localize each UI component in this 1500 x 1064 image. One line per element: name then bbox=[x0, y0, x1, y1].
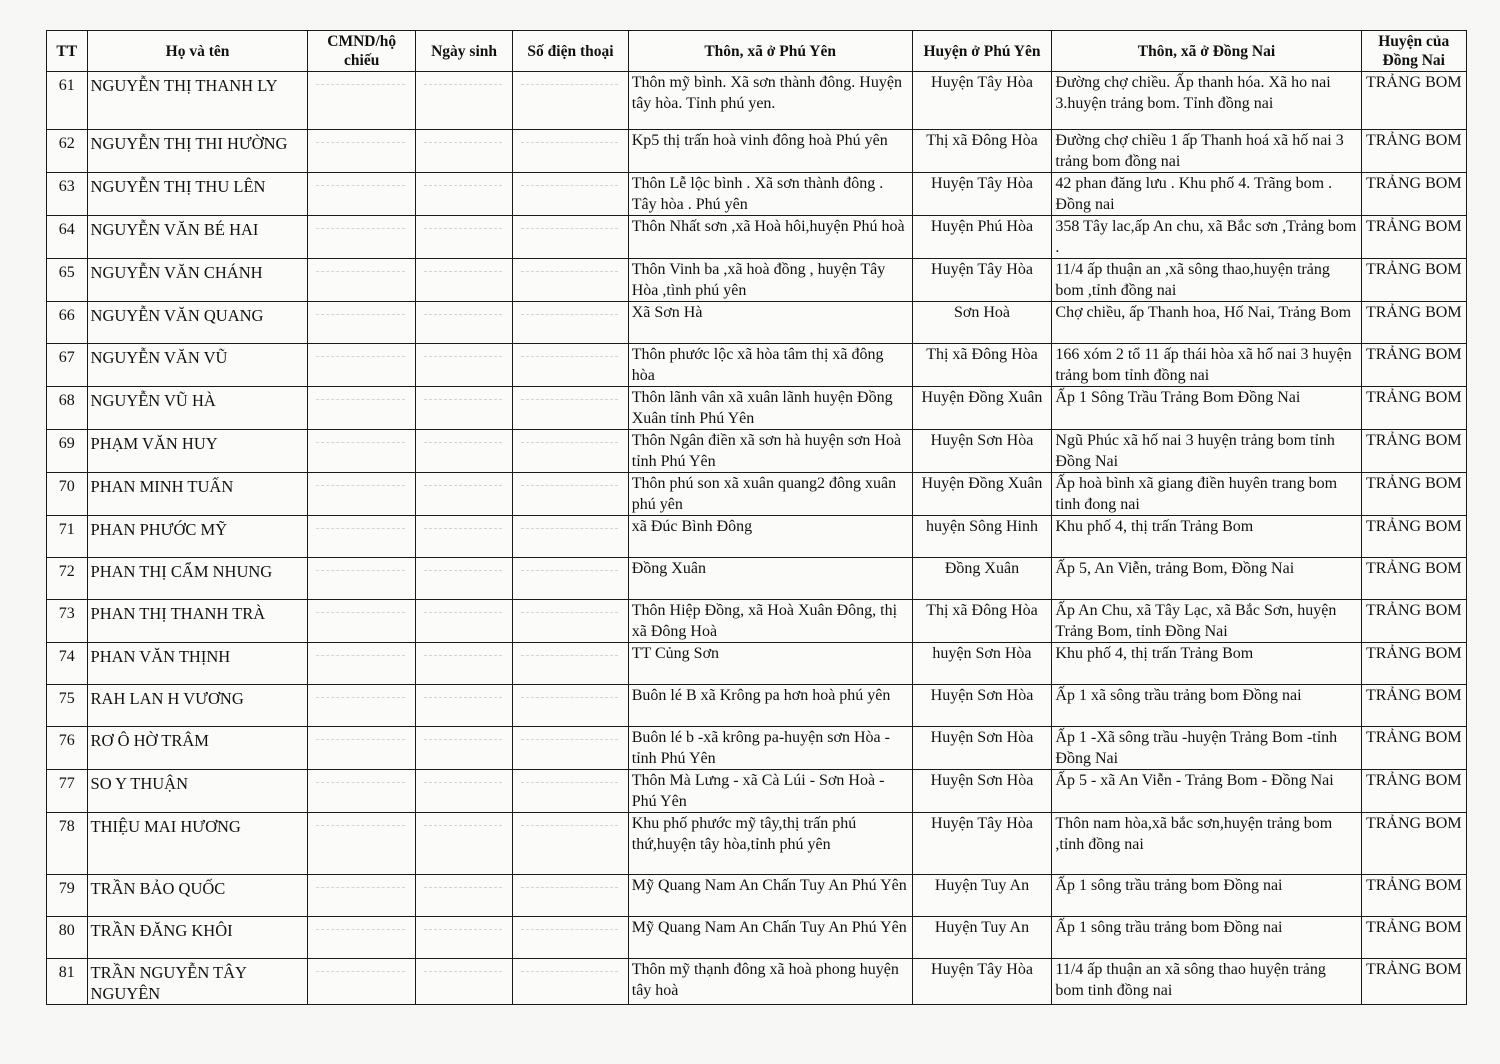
village-dong-nai: 11/4 ấp thuận an xã sông thao huyện trảng bom tinh đồng nai bbox=[1052, 959, 1361, 1005]
full-name: NGUYỄN THỊ THU LÊN bbox=[87, 173, 308, 216]
phone-cell-redacted bbox=[513, 387, 629, 430]
dob-cell-redacted bbox=[415, 813, 512, 875]
table-row bbox=[47, 643, 1467, 685]
village-phu-yen: Mỹ Quang Nam An Chấn Tuy An Phú Yên bbox=[628, 917, 912, 959]
phone-cell-redacted bbox=[513, 917, 629, 959]
header-name: Họ và tên bbox=[87, 31, 308, 72]
row-number: 64 bbox=[47, 216, 88, 259]
header-district-phu-yen: Huyện ở Phú Yên bbox=[912, 31, 1052, 72]
village-dong-nai: Ấp 5 - xã An Viễn - Trảng Bom - Đồng Nai bbox=[1052, 770, 1361, 813]
phone-cell-redacted bbox=[513, 558, 629, 600]
full-name: NGUYỄN VĂN BÉ HAI bbox=[87, 216, 308, 259]
dob-cell-redacted bbox=[415, 917, 512, 959]
row-number: 72 bbox=[47, 558, 88, 600]
district-dong-nai: TRẢNG BOM bbox=[1361, 216, 1466, 259]
id-cell-redacted bbox=[308, 473, 415, 516]
header-id: CMND/hộ chiếu bbox=[308, 31, 415, 72]
district-phu-yen: Huyện Đồng Xuân bbox=[912, 473, 1052, 516]
header-tt: TT bbox=[47, 31, 88, 72]
phone-cell-redacted bbox=[513, 643, 629, 685]
table-row bbox=[47, 173, 1467, 216]
dob-cell-redacted bbox=[415, 770, 512, 813]
dob-cell-redacted bbox=[415, 130, 512, 173]
phone-cell-redacted bbox=[513, 430, 629, 473]
full-name: PHAN THỊ CẨM NHUNG bbox=[87, 558, 308, 600]
full-name: NGUYỄN THỊ THI HƯỜNG bbox=[87, 130, 308, 173]
village-phu-yen: Thôn Hiệp Đồng, xã Hoà Xuân Đông, thị xã Đông Hoà bbox=[628, 600, 912, 643]
village-dong-nai: 42 phan đăng lưu . Khu phố 4. Trãng bom . Đồng nai bbox=[1052, 173, 1361, 216]
village-dong-nai: Ấp hoà bình xã giang điền huyên trang bom tinh đong nai bbox=[1052, 473, 1361, 516]
village-phu-yen: Mỹ Quang Nam An Chấn Tuy An Phú Yên bbox=[628, 875, 912, 917]
dob-cell-redacted bbox=[415, 259, 512, 302]
id-cell-redacted bbox=[308, 813, 415, 875]
dob-cell-redacted bbox=[415, 875, 512, 917]
village-phu-yen: Thôn lãnh vân xã xuân lãnh huyện Đồng Xuân tỉnh Phú Yên bbox=[628, 387, 912, 430]
phone-cell-redacted bbox=[513, 813, 629, 875]
table-row bbox=[47, 130, 1467, 173]
table-body bbox=[47, 72, 1467, 1005]
table-row bbox=[47, 72, 1467, 130]
phone-cell-redacted bbox=[513, 770, 629, 813]
village-dong-nai: Đường chợ chiều 1 ấp Thanh hoá xã hố nai 3 trảng bom đồng nai bbox=[1052, 130, 1361, 173]
table-row bbox=[47, 302, 1467, 344]
header-row bbox=[47, 31, 1467, 72]
district-dong-nai: TRẢNG BOM bbox=[1361, 387, 1466, 430]
full-name: NGUYỄN VĂN QUANG bbox=[87, 302, 308, 344]
district-dong-nai: TRẢNG BOM bbox=[1361, 473, 1466, 516]
district-dong-nai: TRẢNG BOM bbox=[1361, 130, 1466, 173]
dob-cell-redacted bbox=[415, 344, 512, 387]
district-phu-yen: Huyện Sơn Hòa bbox=[912, 770, 1052, 813]
table-row bbox=[47, 216, 1467, 259]
table-row bbox=[47, 917, 1467, 959]
district-dong-nai: TRẢNG BOM bbox=[1361, 173, 1466, 216]
table-row bbox=[47, 875, 1467, 917]
dob-cell-redacted bbox=[415, 302, 512, 344]
id-cell-redacted bbox=[308, 173, 415, 216]
header-dob: Ngày sinh bbox=[415, 31, 512, 72]
table-row bbox=[47, 600, 1467, 643]
full-name: TRẦN BẢO QUỐC bbox=[87, 875, 308, 917]
district-dong-nai: TRẢNG BOM bbox=[1361, 72, 1466, 130]
dob-cell-redacted bbox=[415, 72, 512, 130]
table-row bbox=[47, 959, 1467, 1005]
full-name: SO Y THUẬN bbox=[87, 770, 308, 813]
full-name: PHAN MINH TUẤN bbox=[87, 473, 308, 516]
dob-cell-redacted bbox=[415, 600, 512, 643]
village-dong-nai: Khu phố 4, thị trấn Trảng Bom bbox=[1052, 516, 1361, 558]
district-phu-yen: Huyện Phú Hòa bbox=[912, 216, 1052, 259]
village-phu-yen: Thôn Mà Lưng - xã Cà Lúi - Sơn Hoà - Phú Yên bbox=[628, 770, 912, 813]
full-name: THIỆU MAI HƯƠNG bbox=[87, 813, 308, 875]
village-phu-yen: Thôn Lễ lộc bình . Xã sơn thành đông . Tây hòa . Phú yên bbox=[628, 173, 912, 216]
village-dong-nai: Đường chợ chiều. Ấp thanh hóa. Xã ho nai 3.huyện trảng bom. Tỉnh đồng nai bbox=[1052, 72, 1361, 130]
full-name: RAH LAN H VƯƠNG bbox=[87, 685, 308, 727]
phone-cell-redacted bbox=[513, 72, 629, 130]
district-phu-yen: Huyện Tây Hòa bbox=[912, 72, 1052, 130]
district-dong-nai: TRẢNG BOM bbox=[1361, 430, 1466, 473]
full-name: PHAN VĂN THỊNH bbox=[87, 643, 308, 685]
district-phu-yen: Huyện Tuy An bbox=[912, 875, 1052, 917]
row-number: 66 bbox=[47, 302, 88, 344]
row-number: 73 bbox=[47, 600, 88, 643]
district-dong-nai: TRẢNG BOM bbox=[1361, 558, 1466, 600]
id-cell-redacted bbox=[308, 216, 415, 259]
district-phu-yen: Huyện Đồng Xuân bbox=[912, 387, 1052, 430]
id-cell-redacted bbox=[308, 727, 415, 770]
id-cell-redacted bbox=[308, 516, 415, 558]
district-phu-yen: huyện Sơn Hòa bbox=[912, 643, 1052, 685]
table-row bbox=[47, 387, 1467, 430]
district-dong-nai: TRẢNG BOM bbox=[1361, 959, 1466, 1005]
full-name: NGUYỄN VŨ HÀ bbox=[87, 387, 308, 430]
table-row bbox=[47, 727, 1467, 770]
phone-cell-redacted bbox=[513, 344, 629, 387]
row-number: 62 bbox=[47, 130, 88, 173]
district-phu-yen: Sơn Hoà bbox=[912, 302, 1052, 344]
village-phu-yen: Đồng Xuân bbox=[628, 558, 912, 600]
district-dong-nai: TRẢNG BOM bbox=[1361, 727, 1466, 770]
district-dong-nai: TRẢNG BOM bbox=[1361, 917, 1466, 959]
id-cell-redacted bbox=[308, 259, 415, 302]
district-dong-nai: TRẢNG BOM bbox=[1361, 516, 1466, 558]
full-name: RƠ Ô HỜ TRÂM bbox=[87, 727, 308, 770]
id-cell-redacted bbox=[308, 917, 415, 959]
village-dong-nai: Thôn nam hòa,xã bắc sơn,huyện trảng bom ,tỉnh đồng nai bbox=[1052, 813, 1361, 875]
id-cell-redacted bbox=[308, 344, 415, 387]
phone-cell-redacted bbox=[513, 259, 629, 302]
district-phu-yen: Huyện Sơn Hòa bbox=[912, 430, 1052, 473]
dob-cell-redacted bbox=[415, 473, 512, 516]
table-row bbox=[47, 430, 1467, 473]
dob-cell-redacted bbox=[415, 727, 512, 770]
id-cell-redacted bbox=[308, 685, 415, 727]
header-village-dong-nai: Thôn, xã ở Đồng Nai bbox=[1052, 31, 1361, 72]
id-cell-redacted bbox=[308, 302, 415, 344]
table-row bbox=[47, 259, 1467, 302]
village-dong-nai: Ấp An Chu, xã Tây Lạc, xã Bắc Sơn, huyện Trảng Bom, tỉnh Đồng Nai bbox=[1052, 600, 1361, 643]
village-dong-nai: Ấp 1 -Xã sông trầu -huyện Trảng Bom -tỉnh Đồng Nai bbox=[1052, 727, 1361, 770]
village-phu-yen: Thôn Ngân điền xã sơn hà huyện sơn Hoà tỉnh Phú Yên bbox=[628, 430, 912, 473]
village-phu-yen: Khu phố phước mỹ tây,thị trấn phú thứ,huyện tây hòa,tỉnh phú yên bbox=[628, 813, 912, 875]
resident-table bbox=[46, 30, 1467, 1005]
phone-cell-redacted bbox=[513, 302, 629, 344]
dob-cell-redacted bbox=[415, 959, 512, 1005]
dob-cell-redacted bbox=[415, 558, 512, 600]
district-dong-nai: TRẢNG BOM bbox=[1361, 643, 1466, 685]
row-number: 78 bbox=[47, 813, 88, 875]
dob-cell-redacted bbox=[415, 430, 512, 473]
district-phu-yen: Huyện Tây Hòa bbox=[912, 259, 1052, 302]
header-district-dong-nai: Huyện của Đồng Nai bbox=[1361, 31, 1466, 72]
row-number: 67 bbox=[47, 344, 88, 387]
district-dong-nai: TRẢNG BOM bbox=[1361, 302, 1466, 344]
village-phu-yen: Thôn Nhất sơn ,xã Hoà hôi,huyện Phú hoà bbox=[628, 216, 912, 259]
full-name: NGUYỄN VĂN CHÁNH bbox=[87, 259, 308, 302]
district-phu-yen: Thị xã Đông Hòa bbox=[912, 344, 1052, 387]
district-dong-nai: TRẢNG BOM bbox=[1361, 875, 1466, 917]
full-name: NGUYỄN VĂN VŨ bbox=[87, 344, 308, 387]
village-dong-nai: Ấp 1 Sông Trầu Trảng Bom Đồng Nai bbox=[1052, 387, 1361, 430]
full-name: NGUYỄN THỊ THANH LY bbox=[87, 72, 308, 130]
dob-cell-redacted bbox=[415, 516, 512, 558]
village-dong-nai: 11/4 ấp thuận an ,xã sông thao,huyện trảng bom ,tỉnh đồng nai bbox=[1052, 259, 1361, 302]
table-row bbox=[47, 770, 1467, 813]
dob-cell-redacted bbox=[415, 216, 512, 259]
village-phu-yen: Thôn mỹ thạnh đông xã hoà phong huyện tây hoà bbox=[628, 959, 912, 1005]
row-number: 70 bbox=[47, 473, 88, 516]
district-phu-yen: Huyện Tây Hòa bbox=[912, 813, 1052, 875]
village-dong-nai: 358 Tây lac,ấp An chu, xã Bắc sơn ,Trảng bom . bbox=[1052, 216, 1361, 259]
dob-cell-redacted bbox=[415, 173, 512, 216]
id-cell-redacted bbox=[308, 875, 415, 917]
district-dong-nai: TRẢNG BOM bbox=[1361, 259, 1466, 302]
row-number: 68 bbox=[47, 387, 88, 430]
phone-cell-redacted bbox=[513, 875, 629, 917]
district-dong-nai: TRẢNG BOM bbox=[1361, 344, 1466, 387]
phone-cell-redacted bbox=[513, 516, 629, 558]
village-phu-yen: Buôn lé b -xã krông pa-huyện sơn Hòa -tỉnh Phú Yên bbox=[628, 727, 912, 770]
id-cell-redacted bbox=[308, 558, 415, 600]
row-number: 65 bbox=[47, 259, 88, 302]
district-dong-nai: TRẢNG BOM bbox=[1361, 813, 1466, 875]
id-cell-redacted bbox=[308, 600, 415, 643]
id-cell-redacted bbox=[308, 130, 415, 173]
dob-cell-redacted bbox=[415, 685, 512, 727]
village-dong-nai: Khu phố 4, thị trấn Trảng Bom bbox=[1052, 643, 1361, 685]
id-cell-redacted bbox=[308, 959, 415, 1005]
row-number: 76 bbox=[47, 727, 88, 770]
id-cell-redacted bbox=[308, 72, 415, 130]
full-name: PHẠM VĂN HUY bbox=[87, 430, 308, 473]
id-cell-redacted bbox=[308, 430, 415, 473]
village-phu-yen: Thôn mỹ bình. Xã sơn thành đông. Huyện tây hòa. Tỉnh phú yen. bbox=[628, 72, 912, 130]
dob-cell-redacted bbox=[415, 643, 512, 685]
village-phu-yen: Thôn Vinh ba ,xã hoà đồng , huyện Tây Hòa ,tình phú yên bbox=[628, 259, 912, 302]
full-name: TRẦN ĐĂNG KHÔI bbox=[87, 917, 308, 959]
row-number: 69 bbox=[47, 430, 88, 473]
header-phone: Số điện thoại bbox=[513, 31, 629, 72]
village-phu-yen: Thôn phước lộc xã hòa tâm thị xã đông hòa bbox=[628, 344, 912, 387]
district-phu-yen: Huyện Sơn Hòa bbox=[912, 685, 1052, 727]
district-phu-yen: Huyện Tây Hòa bbox=[912, 173, 1052, 216]
village-dong-nai: Ngũ Phúc xã hố nai 3 huyện trảng bom tỉnh Đồng Nai bbox=[1052, 430, 1361, 473]
district-phu-yen: Thị xã Đông Hòa bbox=[912, 600, 1052, 643]
phone-cell-redacted bbox=[513, 600, 629, 643]
village-dong-nai: Chợ chiều, ấp Thanh hoa, Hố Nai, Trảng Bom bbox=[1052, 302, 1361, 344]
row-number: 61 bbox=[47, 72, 88, 130]
district-phu-yen: Đồng Xuân bbox=[912, 558, 1052, 600]
row-number: 79 bbox=[47, 875, 88, 917]
row-number: 63 bbox=[47, 173, 88, 216]
id-cell-redacted bbox=[308, 387, 415, 430]
row-number: 81 bbox=[47, 959, 88, 1005]
phone-cell-redacted bbox=[513, 727, 629, 770]
phone-cell-redacted bbox=[513, 173, 629, 216]
village-phu-yen: xã Đúc Bình Đông bbox=[628, 516, 912, 558]
header-village-phu-yen: Thôn, xã ở Phú Yên bbox=[628, 31, 912, 72]
phone-cell-redacted bbox=[513, 216, 629, 259]
district-phu-yen: Huyện Tây Hòa bbox=[912, 959, 1052, 1005]
village-dong-nai: Ấp 5, An Viễn, trảng Bom, Đồng Nai bbox=[1052, 558, 1361, 600]
village-dong-nai: Ấp 1 sông trầu trảng bom Đồng nai bbox=[1052, 875, 1361, 917]
id-cell-redacted bbox=[308, 770, 415, 813]
row-number: 74 bbox=[47, 643, 88, 685]
row-number: 71 bbox=[47, 516, 88, 558]
phone-cell-redacted bbox=[513, 685, 629, 727]
district-phu-yen: Huyện Sơn Hòa bbox=[912, 727, 1052, 770]
table-row bbox=[47, 473, 1467, 516]
full-name: TRẦN NGUYỄN TÂY NGUYÊN bbox=[87, 959, 308, 1005]
village-phu-yen: Xã Sơn Hà bbox=[628, 302, 912, 344]
table-row bbox=[47, 344, 1467, 387]
full-name: PHAN THỊ THANH TRÀ bbox=[87, 600, 308, 643]
row-number: 80 bbox=[47, 917, 88, 959]
table-row bbox=[47, 558, 1467, 600]
district-phu-yen: Huyện Tuy An bbox=[912, 917, 1052, 959]
table-row bbox=[47, 516, 1467, 558]
village-phu-yen: Thôn phú son xã xuân quang2 đông xuân phú yên bbox=[628, 473, 912, 516]
village-phu-yen: Kp5 thị trấn hoà vinh đông hoà Phú yên bbox=[628, 130, 912, 173]
full-name: PHAN PHƯỚC MỸ bbox=[87, 516, 308, 558]
phone-cell-redacted bbox=[513, 473, 629, 516]
district-phu-yen: Thị xã Đông Hòa bbox=[912, 130, 1052, 173]
village-phu-yen: Buôn lé B xã Krông pa hơn hoà phú yên bbox=[628, 685, 912, 727]
table-row bbox=[47, 813, 1467, 875]
row-number: 75 bbox=[47, 685, 88, 727]
phone-cell-redacted bbox=[513, 959, 629, 1005]
district-dong-nai: TRẢNG BOM bbox=[1361, 685, 1466, 727]
district-phu-yen: huyện Sông Hinh bbox=[912, 516, 1052, 558]
village-phu-yen: TT Củng Sơn bbox=[628, 643, 912, 685]
village-dong-nai: Ấp 1 xã sông trầu trảng bom Đồng nai bbox=[1052, 685, 1361, 727]
district-dong-nai: TRẢNG BOM bbox=[1361, 600, 1466, 643]
village-dong-nai: Ấp 1 sông trầu trảng bom Đồng nai bbox=[1052, 917, 1361, 959]
district-dong-nai: TRẢNG BOM bbox=[1361, 770, 1466, 813]
dob-cell-redacted bbox=[415, 387, 512, 430]
phone-cell-redacted bbox=[513, 130, 629, 173]
village-dong-nai: 166 xóm 2 tổ 11 ấp thái hòa xã hố nai 3 huyện trảng bom tỉnh đồng nai bbox=[1052, 344, 1361, 387]
id-cell-redacted bbox=[308, 643, 415, 685]
row-number: 77 bbox=[47, 770, 88, 813]
table-row bbox=[47, 685, 1467, 727]
